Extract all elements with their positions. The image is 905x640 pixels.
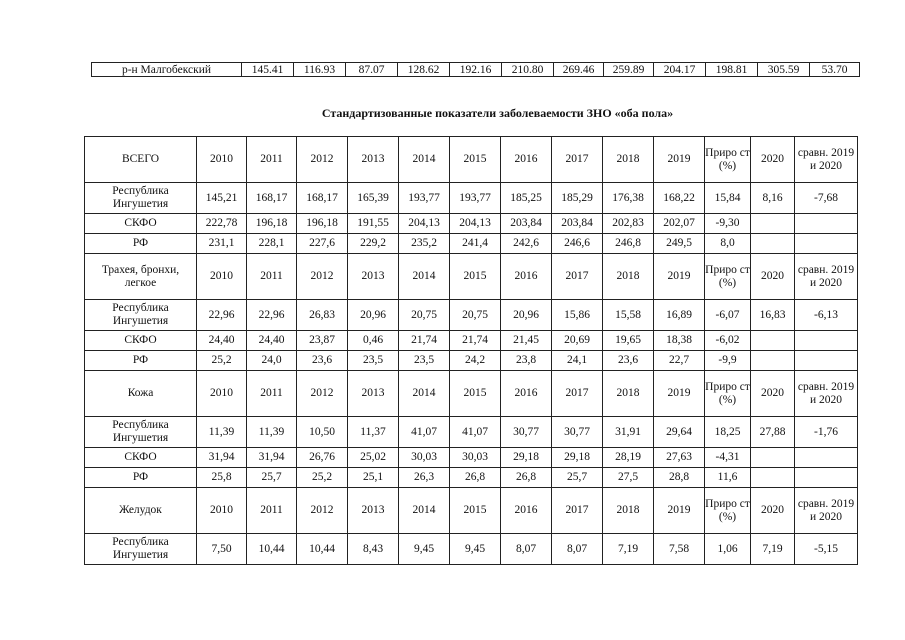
table-cell: 22,96	[247, 300, 297, 331]
growth-cell: -9,9	[705, 351, 751, 371]
year-header: 2017	[552, 254, 603, 300]
table-cell: 7,58	[654, 534, 705, 565]
table-cell: 165,39	[348, 183, 399, 214]
growth-header: Приро ст (%)	[705, 371, 751, 417]
table-cell: 231,1	[197, 234, 247, 254]
table-cell: 196,18	[247, 214, 297, 234]
table-cell: 21,74	[450, 331, 501, 351]
table-row	[85, 331, 858, 351]
table-cell: 202,83	[603, 214, 654, 234]
year-header: 2010	[197, 254, 247, 300]
year-header: 2015	[450, 254, 501, 300]
table-row	[85, 534, 858, 565]
year-header: 2014	[399, 488, 450, 534]
growth-cell: -6,07	[705, 300, 751, 331]
growth-cell: -4,31	[705, 448, 751, 468]
value-2020-cell: 8,16	[751, 183, 795, 214]
compare-cell	[795, 468, 858, 488]
table-cell: 31,94	[197, 448, 247, 468]
compare-cell	[795, 331, 858, 351]
table-cell: 24,2	[450, 351, 501, 371]
year-header: 2019	[654, 488, 705, 534]
table-cell: 7,50	[197, 534, 247, 565]
year-header: 2014	[399, 254, 450, 300]
table-cell: 246,8	[603, 234, 654, 254]
year-header: 2018	[603, 488, 654, 534]
table-cell: 305.59	[758, 63, 810, 77]
compare-cell: -5,15	[795, 534, 858, 565]
row-label: Республика Ингушетия	[85, 534, 197, 565]
compare-cell	[795, 214, 858, 234]
table-cell: 26,76	[297, 448, 348, 468]
year-header: 2017	[552, 488, 603, 534]
table-cell: 25,02	[348, 448, 399, 468]
table-cell: 222,78	[197, 214, 247, 234]
year-header: 2011	[247, 371, 297, 417]
year-header: 2012	[297, 254, 348, 300]
table-cell: 202,07	[654, 214, 705, 234]
table-cell: 196,18	[297, 214, 348, 234]
year-header: 2010	[197, 488, 247, 534]
table-cell: 29,64	[654, 417, 705, 448]
table-cell: 203,84	[552, 214, 603, 234]
growth-cell: 18,25	[705, 417, 751, 448]
table-cell: 203,84	[501, 214, 552, 234]
table-cell: 25,2	[297, 468, 348, 488]
year-header: 2019	[654, 371, 705, 417]
growth-cell: 15,84	[705, 183, 751, 214]
compare-cell: -7,68	[795, 183, 858, 214]
table-cell: 41,07	[399, 417, 450, 448]
year-header: 2013	[348, 137, 399, 183]
table-cell: 192.16	[450, 63, 502, 77]
table-cell: 116.93	[294, 63, 346, 77]
incidence-table	[84, 136, 858, 565]
table-cell: 26,3	[399, 468, 450, 488]
year-header: 2015	[450, 488, 501, 534]
table-cell: 53.70	[810, 63, 860, 77]
growth-cell: 11,6	[705, 468, 751, 488]
table-cell: 15,58	[603, 300, 654, 331]
table-cell: 259.89	[604, 63, 654, 77]
table-cell: 19,65	[603, 331, 654, 351]
year-header: 2018	[603, 137, 654, 183]
growth-header: Приро ст (%)	[705, 488, 751, 534]
table-cell: 168,17	[297, 183, 348, 214]
table-row	[85, 183, 858, 214]
table-cell: 193,77	[450, 183, 501, 214]
year-header: 2016	[501, 137, 552, 183]
table-cell: 242,6	[501, 234, 552, 254]
table-cell: 241,4	[450, 234, 501, 254]
compare-header: сравн. 2019 и 2020	[795, 254, 858, 300]
compare-header: сравн. 2019 и 2020	[795, 488, 858, 534]
table-cell: 29,18	[552, 448, 603, 468]
table-cell: 204,13	[399, 214, 450, 234]
year-header: 2012	[297, 137, 348, 183]
value-2020-cell	[751, 331, 795, 351]
table-cell: 23,87	[297, 331, 348, 351]
table-cell: 27,5	[603, 468, 654, 488]
section-label: Кожа	[85, 371, 197, 417]
table-cell: 87.07	[346, 63, 398, 77]
table-cell: 25,1	[348, 468, 399, 488]
table-cell: 16,89	[654, 300, 705, 331]
year-header: 2016	[501, 254, 552, 300]
value-2020-cell	[751, 351, 795, 371]
table-cell: 23,8	[501, 351, 552, 371]
table-cell: 176,38	[603, 183, 654, 214]
table-cell: 235,2	[399, 234, 450, 254]
row-label: Республика Ингушетия	[85, 300, 197, 331]
growth-cell: -9,30	[705, 214, 751, 234]
table-cell: 30,03	[399, 448, 450, 468]
table-title: Стандартизованные показатели заболеваемости ЗНО «оба пола»	[321, 106, 674, 120]
year-header: 2015	[450, 371, 501, 417]
year-2020-header: 2020	[751, 488, 795, 534]
table-cell: 8,07	[501, 534, 552, 565]
year-2020-header: 2020	[751, 371, 795, 417]
section-header-row	[85, 371, 858, 417]
table-cell: 228,1	[247, 234, 297, 254]
value-2020-cell: 16,83	[751, 300, 795, 331]
table-cell: 25,7	[552, 468, 603, 488]
row-label: СКФО	[85, 214, 197, 234]
table-cell: 23,6	[603, 351, 654, 371]
table-cell: 26,8	[450, 468, 501, 488]
table-cell: 20,69	[552, 331, 603, 351]
section-header-row	[85, 488, 858, 534]
table-cell: 198.81	[706, 63, 758, 77]
table-cell: 11,39	[247, 417, 297, 448]
growth-header: Приро ст (%)	[705, 254, 751, 300]
table-row	[92, 63, 860, 77]
table-cell: 26,8	[501, 468, 552, 488]
table-cell: 227,6	[297, 234, 348, 254]
row-label: РФ	[85, 234, 197, 254]
year-header: 2013	[348, 488, 399, 534]
growth-cell: 8,0	[705, 234, 751, 254]
table-row	[85, 300, 858, 331]
table-cell: 185,25	[501, 183, 552, 214]
table-cell: 8,43	[348, 534, 399, 565]
value-2020-cell: 27,88	[751, 417, 795, 448]
table-cell: 9,45	[450, 534, 501, 565]
year-header: 2011	[247, 488, 297, 534]
growth-cell: -6,02	[705, 331, 751, 351]
table-row	[85, 417, 858, 448]
year-header: 2015	[450, 137, 501, 183]
table-cell: 25,2	[197, 351, 247, 371]
table-cell: 229,2	[348, 234, 399, 254]
table-cell: 41,07	[450, 417, 501, 448]
table-cell: 26,83	[297, 300, 348, 331]
district-table	[91, 62, 860, 77]
value-2020-cell: 7,19	[751, 534, 795, 565]
table-cell: 24,40	[247, 331, 297, 351]
year-header: 2011	[247, 254, 297, 300]
table-cell: 30,77	[501, 417, 552, 448]
table-cell: 168,17	[247, 183, 297, 214]
year-2020-header: 2020	[751, 254, 795, 300]
table-cell: 10,44	[297, 534, 348, 565]
table-row	[85, 468, 858, 488]
year-header: 2017	[552, 371, 603, 417]
year-header: 2016	[501, 488, 552, 534]
table-cell: 191,55	[348, 214, 399, 234]
row-label: Республика Ингушетия	[85, 417, 197, 448]
table-cell: 20,96	[348, 300, 399, 331]
table-cell: 8,07	[552, 534, 603, 565]
table-cell: 31,94	[247, 448, 297, 468]
section-label: ВСЕГО	[85, 137, 197, 183]
table-cell: 24,0	[247, 351, 297, 371]
year-header: 2016	[501, 371, 552, 417]
table-cell: 31,91	[603, 417, 654, 448]
year-header: 2018	[603, 371, 654, 417]
row-label: р-н Малгобекский	[92, 63, 242, 77]
year-header: 2014	[399, 371, 450, 417]
table-cell: 21,45	[501, 331, 552, 351]
table-cell: 29,18	[501, 448, 552, 468]
table-cell: 20,75	[399, 300, 450, 331]
table-cell: 23,5	[348, 351, 399, 371]
table-cell: 128.62	[398, 63, 450, 77]
value-2020-cell	[751, 468, 795, 488]
row-label: РФ	[85, 468, 197, 488]
table-cell: 193,77	[399, 183, 450, 214]
table-cell: 269.46	[554, 63, 604, 77]
table-cell: 9,45	[399, 534, 450, 565]
compare-cell	[795, 351, 858, 371]
section-header-row	[85, 137, 858, 183]
value-2020-cell	[751, 448, 795, 468]
table-cell: 249,5	[654, 234, 705, 254]
growth-cell: 1,06	[705, 534, 751, 565]
growth-header: Приро ст (%)	[705, 137, 751, 183]
compare-header: сравн. 2019 и 2020	[795, 137, 858, 183]
year-header: 2018	[603, 254, 654, 300]
table-row	[85, 214, 858, 234]
compare-cell	[795, 448, 858, 468]
table-cell: 20,75	[450, 300, 501, 331]
year-header: 2011	[247, 137, 297, 183]
row-label: РФ	[85, 351, 197, 371]
section-label: Трахея, бронхи, легкое	[85, 254, 197, 300]
table-cell: 185,29	[552, 183, 603, 214]
table-cell: 0,46	[348, 331, 399, 351]
table-cell: 22,96	[197, 300, 247, 331]
table-cell: 20,96	[501, 300, 552, 331]
table-cell: 204,13	[450, 214, 501, 234]
row-label: СКФО	[85, 331, 197, 351]
table-cell: 10,44	[247, 534, 297, 565]
value-2020-cell	[751, 214, 795, 234]
value-2020-cell	[751, 234, 795, 254]
table-cell: 7,19	[603, 534, 654, 565]
table-cell: 24,1	[552, 351, 603, 371]
table-cell: 25,8	[197, 468, 247, 488]
table-cell: 27,63	[654, 448, 705, 468]
table-row	[85, 234, 858, 254]
row-label: СКФО	[85, 448, 197, 468]
table-row	[85, 448, 858, 468]
table-cell: 145.41	[242, 63, 294, 77]
compare-cell	[795, 234, 858, 254]
table-cell: 204.17	[654, 63, 706, 77]
table-cell: 30,77	[552, 417, 603, 448]
compare-cell: -6,13	[795, 300, 858, 331]
table-cell: 30,03	[450, 448, 501, 468]
year-header: 2019	[654, 137, 705, 183]
table-cell: 11,39	[197, 417, 247, 448]
table-cell: 210.80	[502, 63, 554, 77]
year-header: 2019	[654, 254, 705, 300]
table-cell: 18,38	[654, 331, 705, 351]
year-2020-header: 2020	[751, 137, 795, 183]
table-cell: 246,6	[552, 234, 603, 254]
table-cell: 22,7	[654, 351, 705, 371]
compare-header: сравн. 2019 и 2020	[795, 371, 858, 417]
year-header: 2010	[197, 371, 247, 417]
table-cell: 168,22	[654, 183, 705, 214]
row-label: Республика Ингушетия	[85, 183, 197, 214]
year-header: 2010	[197, 137, 247, 183]
table-cell: 23,6	[297, 351, 348, 371]
year-header: 2013	[348, 254, 399, 300]
table-cell: 23,5	[399, 351, 450, 371]
compare-cell: -1,76	[795, 417, 858, 448]
table-cell: 28,19	[603, 448, 654, 468]
year-header: 2014	[399, 137, 450, 183]
section-header-row	[85, 254, 858, 300]
year-header: 2012	[297, 488, 348, 534]
table-cell: 24,40	[197, 331, 247, 351]
table-cell: 21,74	[399, 331, 450, 351]
year-header: 2017	[552, 137, 603, 183]
section-label: Желудок	[85, 488, 197, 534]
table-cell: 28,8	[654, 468, 705, 488]
table-cell: 145,21	[197, 183, 247, 214]
table-row	[85, 351, 858, 371]
table-cell: 11,37	[348, 417, 399, 448]
table-cell: 25,7	[247, 468, 297, 488]
year-header: 2013	[348, 371, 399, 417]
year-header: 2012	[297, 371, 348, 417]
table-cell: 10,50	[297, 417, 348, 448]
table-cell: 15,86	[552, 300, 603, 331]
